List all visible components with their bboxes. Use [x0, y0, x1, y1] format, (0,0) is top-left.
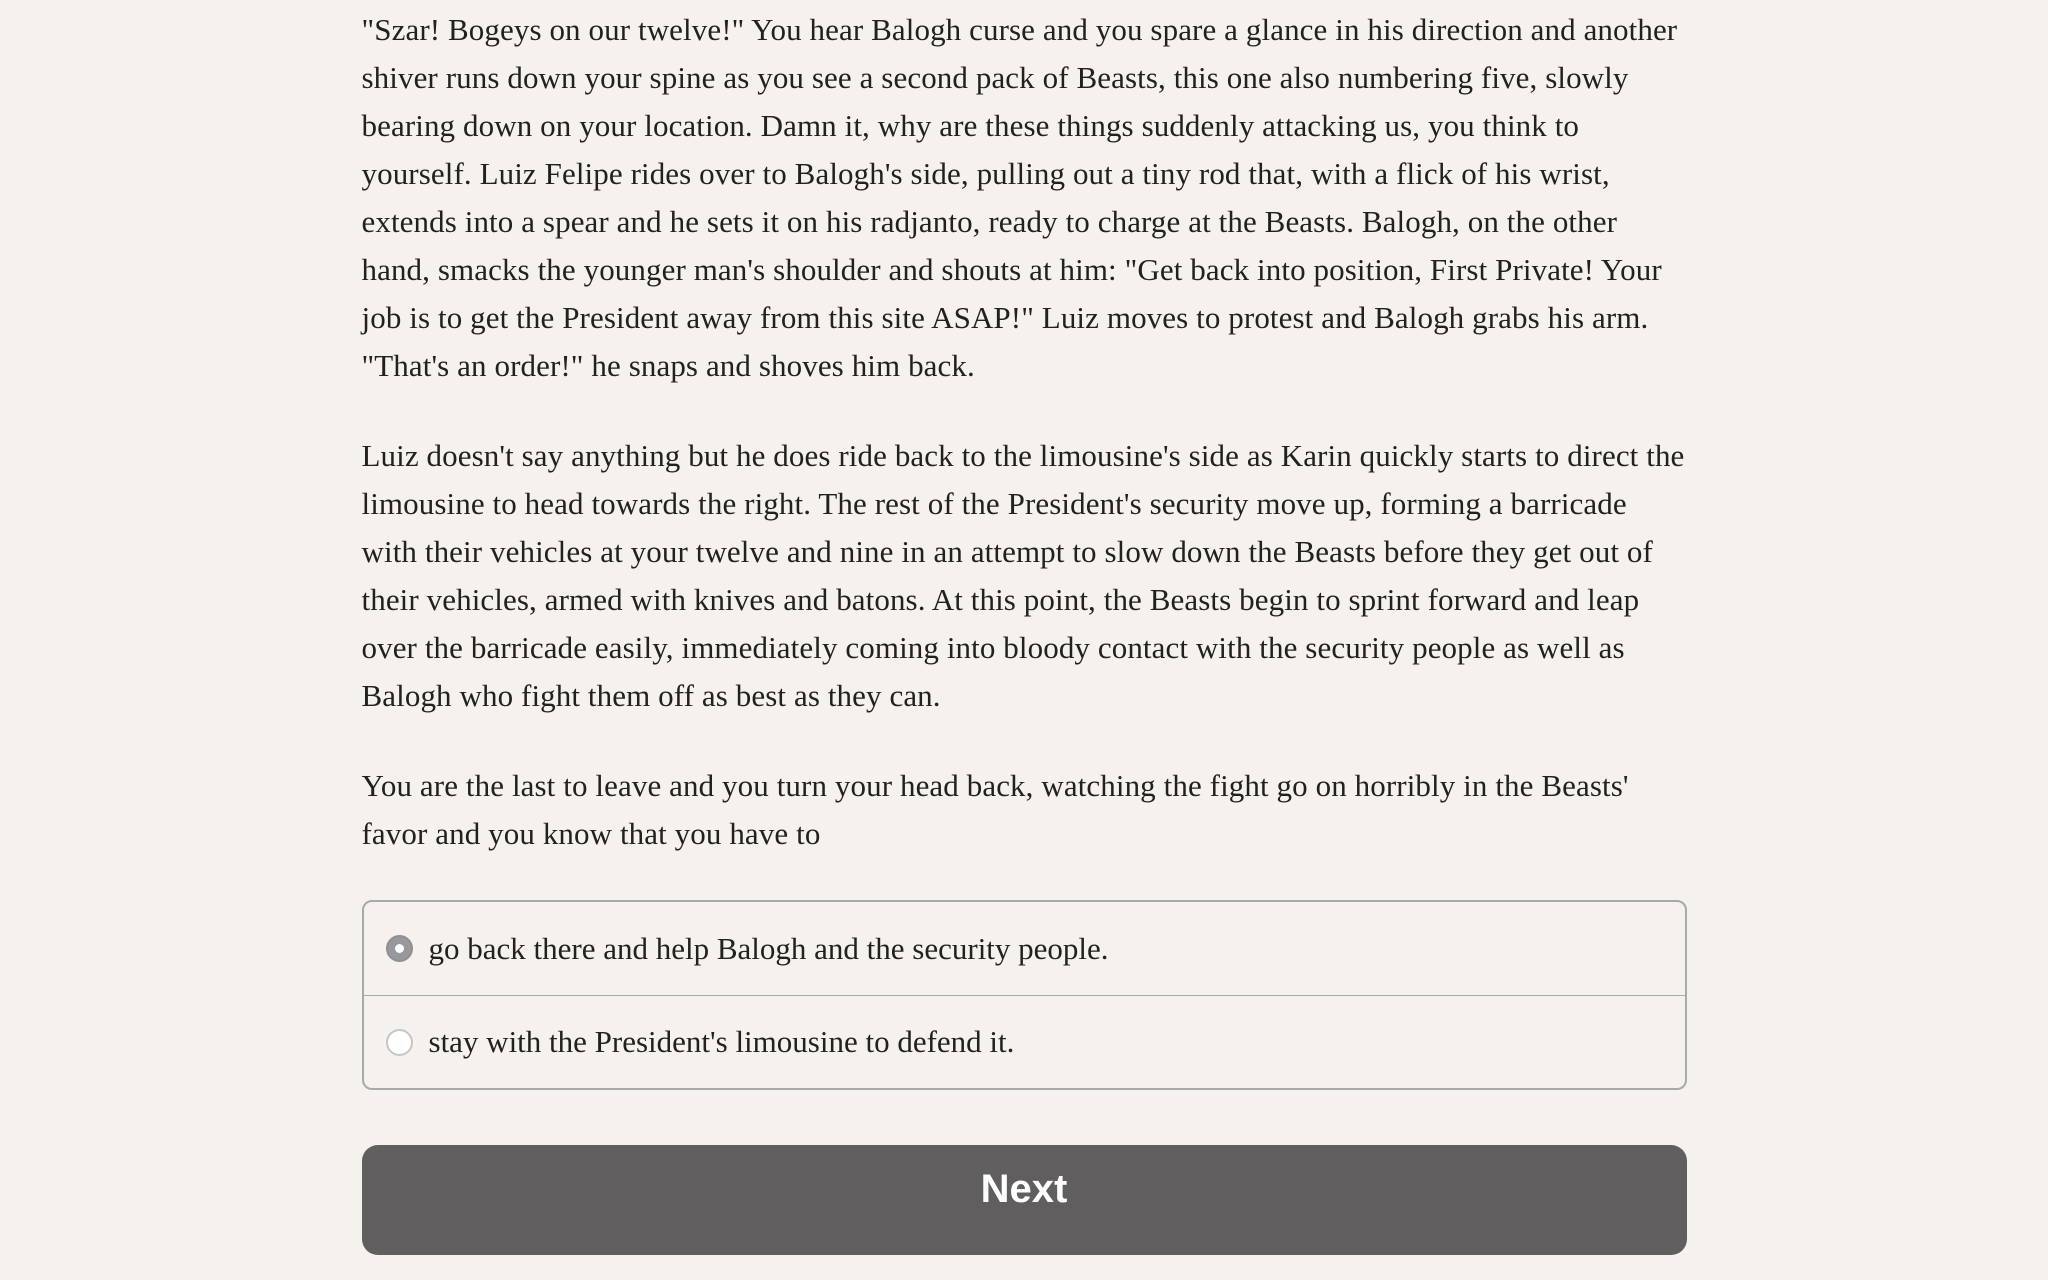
story-paragraph-1: "Szar! Bogeys on our twelve!" You hear Balogh curse and you spare a glance in his direction and another shiver runs down your spine as you see a second pack of Beasts, this one also numbering five, slowly bearing down on your location. Damn it, why are these things suddenly attacking us, you think to yourself. Luiz Felipe rides over to Balogh's side, pulling out a tiny rod that, with a flick of his wrist, extends into a spear and he sets it on his radjanto, ready to charge at the Beasts. Balogh, on the other hand, smacks the younger man's shoulder and shouts at him: "Get back into position, First Private! Your job is to get the President away from this site ASAP!" Luiz moves to protest and Balogh grabs his arm. "That's an order!" he snaps and shoves him back.: [361, 12, 1678, 383]
choice-option-label: go back there and help Balogh and the security people.: [428, 930, 1109, 966]
choice-option-stay[interactable]: [364, 995, 1685, 1088]
radio-selected-icon[interactable]: [386, 935, 413, 962]
choice-group: [362, 900, 1687, 1090]
story-text: [362, 6, 1687, 858]
story-page: [362, 0, 1687, 1255]
story-paragraph-2: Luiz doesn't say anything but he does ride back to the limousine's side as Karin quickly starts to direct the limousine to head towards the right. The rest of the President's security move up, forming a barricade with their vehicles at your twelve and nine in an attempt to slow down the Beasts before they get out of their vehicles, armed with knives and batons. At this point, the Beasts begin to sprint forward and leap over the barricade easily, immediately coming into bloody contact with the security people as well as Balogh who fight them off as best as they can.: [361, 438, 1685, 713]
next-button[interactable]: Next: [362, 1145, 1687, 1255]
choice-option-go-back[interactable]: [364, 902, 1685, 995]
story-paragraph-3: You are the last to leave and you turn your head back, watching the fight go on horribly in the Beasts' favor and you know that you have to: [361, 768, 1629, 851]
choice-option-label: stay with the President's limousine to defend it.: [428, 1024, 1015, 1059]
radio-unselected-icon[interactable]: [386, 1029, 413, 1056]
